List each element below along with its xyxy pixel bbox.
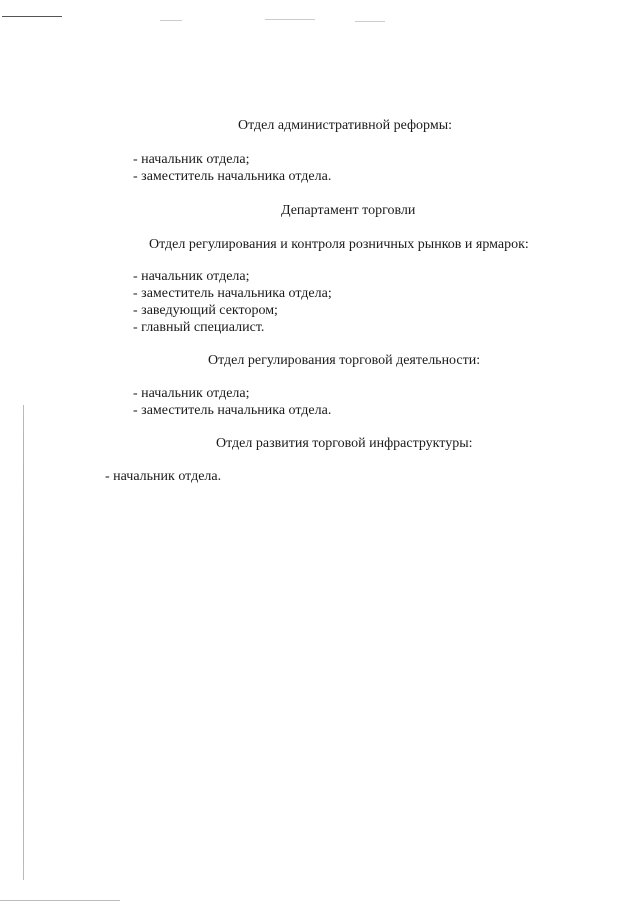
- position-list: [105, 468, 221, 485]
- position-list: [133, 151, 331, 185]
- position-list: [133, 268, 332, 336]
- section-heading-admin-reform: [0, 117, 639, 134]
- position-list: [133, 385, 331, 419]
- list-item: - главный специалист.: [133, 320, 265, 335]
- list-item: - заместитель начальника отдела.: [133, 403, 332, 418]
- section-heading-text: Отдел регулирования и контроля розничных рынков и ярмарок:: [149, 237, 529, 252]
- list-item: - заведующий сектором;: [133, 303, 278, 318]
- scan-artifact-edge: [0, 900, 120, 901]
- scan-artifact-line: [2, 16, 62, 17]
- scan-artifact-speck: [355, 21, 385, 22]
- list-item: - начальник отдела.: [105, 469, 222, 484]
- section-heading-text: Отдел развития торговой инфраструктуры:: [216, 436, 473, 451]
- scan-artifact-edge: [23, 405, 24, 880]
- section-heading-retail-markets: [0, 236, 639, 253]
- list-item: - начальник отдела;: [133, 152, 250, 167]
- section-heading-trade-regulation: [0, 352, 639, 369]
- department-title-text: Департамент торговли: [281, 203, 416, 218]
- section-heading-text: Отдел регулирования торговой деятельности:: [208, 353, 481, 368]
- list-item: - начальник отдела;: [133, 386, 250, 401]
- section-heading-trade-infrastructure: [0, 435, 639, 452]
- department-title: [0, 202, 639, 219]
- scan-artifact-speck: [265, 19, 315, 20]
- list-item: - заместитель начальника отдела;: [133, 286, 332, 301]
- section-heading-text: Отдел административной реформы:: [238, 118, 452, 133]
- list-item: - начальник отдела;: [133, 269, 250, 284]
- scan-artifact-speck: [160, 20, 182, 21]
- list-item: - заместитель начальника отдела.: [133, 169, 332, 184]
